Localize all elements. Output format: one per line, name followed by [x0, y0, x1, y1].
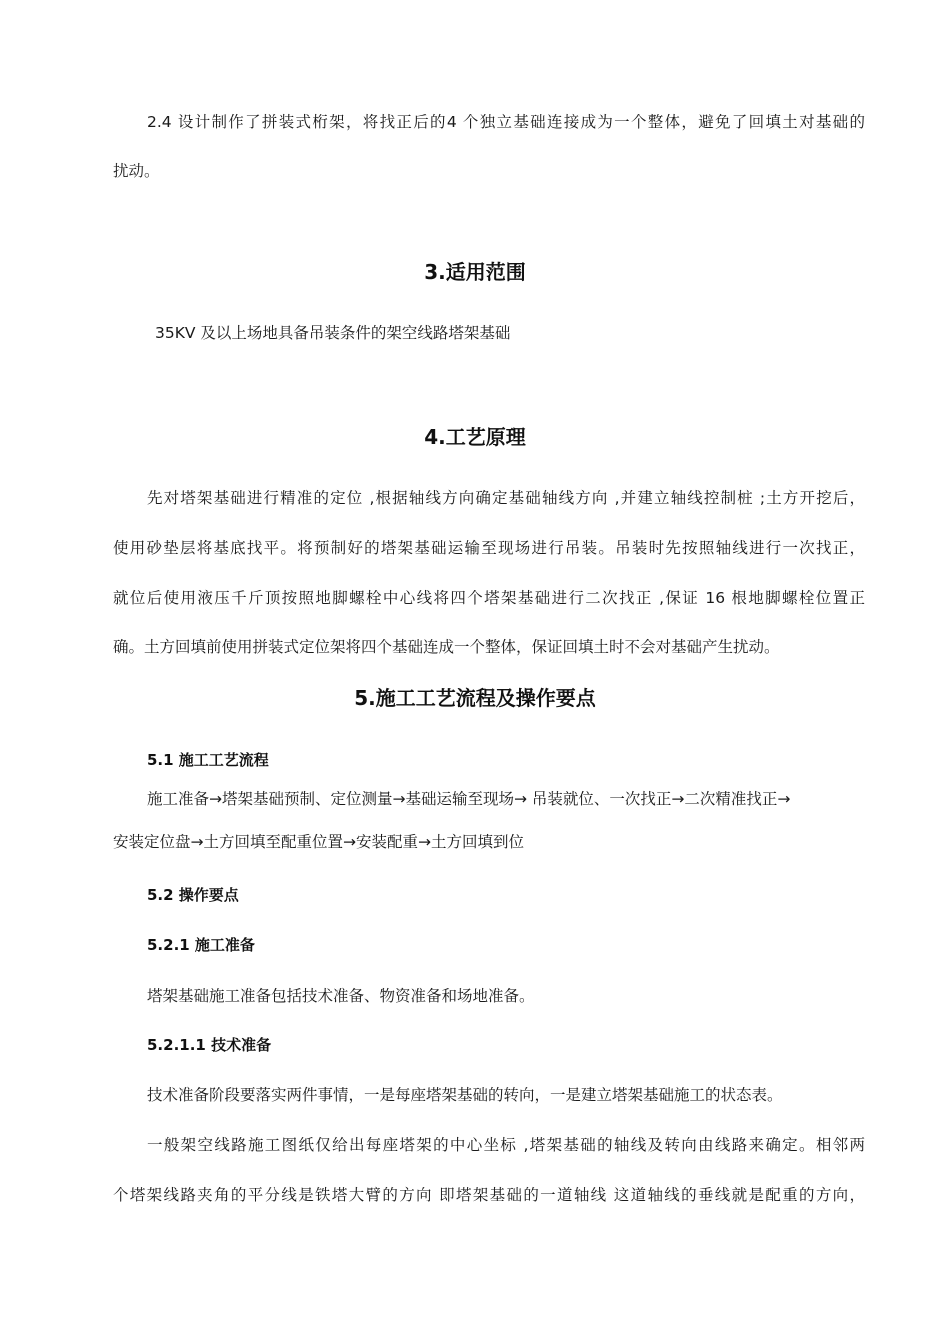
subsection-5-2-1-1-body-1: 技术准备阶段要落实两件事情，一是每座塔架基础的转向，一是建立塔架基础施工的状态表。	[147, 1086, 783, 1104]
process-flow-line-2: 安装定位盘→土方回填至配重位置→安装配重→土方回填到位	[113, 833, 524, 851]
section-4-line-4: 确。土方回填前使用拼装式定位架将四个基础连成一个整体，保证回填土时不会对基础产生扰动。	[113, 638, 780, 656]
subsection-5-2-1-1-body-2-line-2: 个塔架线路夹角的平分线是铁塔大臂的方向 即塔架基础的一道轴线 这道轴线的垂线就是配重的方向，	[113, 1186, 865, 1204]
process-flow-line-1: 施工准备→塔架基础预制、定位测量→基础运输至现场→ 吊装就位、一次找正→二次精准找正→	[147, 790, 791, 808]
subsection-5-2-1-heading: 5.2.1 施工准备	[147, 936, 255, 954]
section-5-heading: 5.施工工艺流程及操作要点	[354, 686, 596, 710]
section-4-line-3: 就位后使用液压千斤顶按照地脚螺栓中心线将四个塔架基础进行二次找正 ,保证 16 根地脚螺栓位置正	[113, 589, 865, 607]
section-3-heading: 3.适用范围	[424, 260, 526, 284]
section-4-heading: 4.工艺原理	[424, 425, 526, 449]
subsection-5-2-1-1-body-2-line-1: 一般架空线路施工图纸仅给出每座塔架的中心坐标 ,塔架基础的轴线及转向由线路来确定。相邻两	[147, 1136, 865, 1154]
paragraph-2-4-line-1: 2.4 设计制作了拼装式桁架，将找正后的4 个独立基础连接成为一个整体，避免了回填土对基础的	[147, 113, 865, 131]
subsection-5-2-heading: 5.2 操作要点	[147, 886, 239, 904]
subsection-5-2-1-1-heading: 5.2.1.1 技术准备	[147, 1036, 272, 1054]
subsection-5-2-1-body: 塔架基础施工准备包括技术准备、物资准备和场地准备。	[147, 987, 535, 1005]
section-4-line-2: 使用砂垫层将基底找平。将预制好的塔架基础运输至现场进行吊装。吊装时先按照轴线进行一次找正，	[113, 539, 865, 557]
subsection-5-1-heading: 5.1 施工工艺流程	[147, 751, 269, 769]
section-4-line-1: 先对塔架基础进行精准的定位 ,根据轴线方向确定基础轴线方向 ,并建立轴线控制桩 ;土方开挖后，	[147, 489, 865, 507]
section-3-body: 35KV 及以上场地具备吊装条件的架空线路塔架基础	[155, 324, 511, 342]
paragraph-2-4-line-2: 扰动。	[113, 162, 160, 180]
